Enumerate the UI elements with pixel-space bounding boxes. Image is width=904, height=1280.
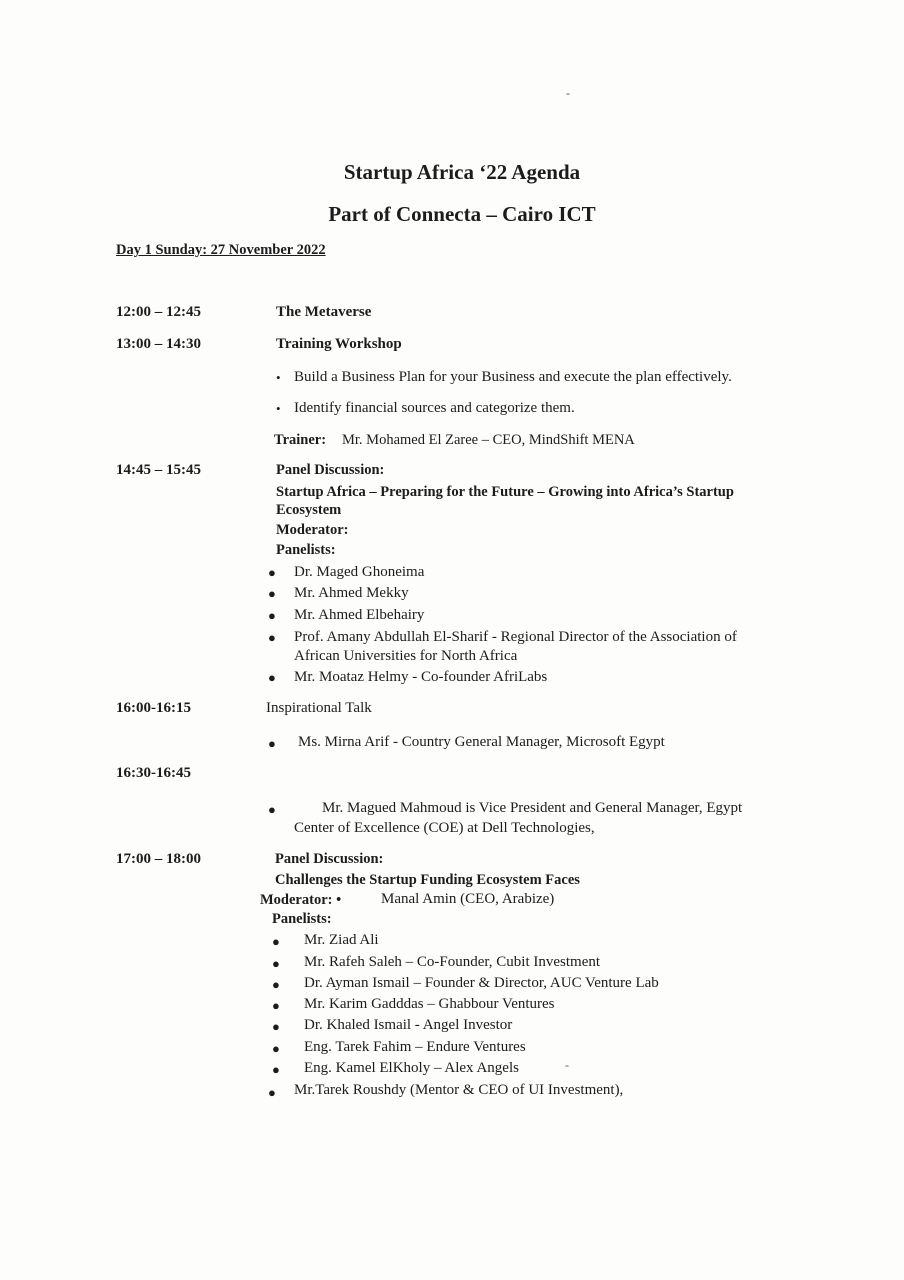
session-title-cont: Ecosystem xyxy=(276,502,342,518)
scan-speck: - xyxy=(565,1058,569,1072)
bullet-icon: ● xyxy=(268,1085,276,1100)
panelists-label: Panelists: xyxy=(272,911,332,927)
panelist-item: Mr. Moataz Helmy - Co-founder AfriLabs xyxy=(294,669,548,685)
list-item: Identify financial sources and categorize them. xyxy=(294,400,575,416)
bullet-icon: ● xyxy=(268,565,276,580)
panelist-item: Mr. Rafeh Saleh – Co-Founder, Cubit Investment xyxy=(304,954,601,970)
bullet-icon: ● xyxy=(272,977,280,992)
moderator-label: Moderator: xyxy=(276,522,349,538)
session-time: 14:45 – 15:45 xyxy=(116,462,201,478)
panelist-item: Mr.Tarek Roushdy (Mentor & CEO of UI Investment), xyxy=(294,1082,624,1098)
session-title: Startup Africa – Preparing for the Future – Growing into Africa’s Startup xyxy=(276,484,734,500)
panelist-item: Prof. Amany Abdullah El-Sharif - Regional Director of the Association of xyxy=(294,629,737,645)
bullet-icon: ● xyxy=(272,934,280,949)
session-title: Training Workshop xyxy=(276,336,402,352)
session-time: 12:00 – 12:45 xyxy=(116,304,201,320)
bullet-icon: ● xyxy=(268,630,276,645)
bullet-icon: ● xyxy=(272,1041,280,1056)
session-title: Challenges the Startup Funding Ecosystem Faces xyxy=(275,872,580,888)
bullet-icon: ● xyxy=(268,670,276,685)
session-time: 13:00 – 14:30 xyxy=(116,336,201,352)
bullet-icon: • xyxy=(276,401,281,416)
speaker-item: Ms. Mirna Arif - Country General Manager, Microsoft Egypt xyxy=(298,734,665,750)
speaker-item-cont: Center of Excellence (COE) at Dell Technologies, xyxy=(294,820,595,836)
agenda-subtitle: Part of Connecta – Cairo ICT xyxy=(328,202,596,226)
session-type: Panel Discussion: xyxy=(276,462,385,478)
bullet-icon: ● xyxy=(268,608,276,623)
bullet-icon: ● xyxy=(272,956,280,971)
moderator-label: Moderator: • xyxy=(260,892,342,908)
day-label: Day 1 Sunday: 27 November 2022 xyxy=(116,242,326,258)
list-item: Build a Business Plan for your Business and execute the plan effectively. xyxy=(294,369,732,385)
bullet-icon: ● xyxy=(268,802,276,817)
panelist-item: Eng. Tarek Fahim – Endure Ventures xyxy=(304,1039,526,1055)
bullet-icon: ● xyxy=(268,586,276,601)
scan-speck: - xyxy=(566,86,570,100)
panelist-item: Eng. Kamel ElKholy – Alex Angels xyxy=(304,1060,519,1076)
agenda-title: Startup Africa ‘22 Agenda xyxy=(343,160,581,184)
session-title: The Metaverse xyxy=(276,304,372,320)
bullet-icon: ● xyxy=(272,998,280,1013)
panelist-item: Mr. Ahmed Elbehairy xyxy=(294,607,425,623)
session-time: 17:00 – 18:00 xyxy=(116,851,201,867)
session-time: 16:30-16:45 xyxy=(116,765,191,781)
bullet-icon: ● xyxy=(272,1062,280,1077)
session-type: Panel Discussion: xyxy=(275,851,384,867)
bullet-icon: • xyxy=(276,370,281,385)
session-title: Inspirational Talk xyxy=(266,700,372,716)
panelist-item: Dr. Maged Ghoneima xyxy=(294,564,425,580)
bullet-icon: ● xyxy=(268,736,276,751)
panelist-item: Mr. Ziad Ali xyxy=(304,932,379,948)
panelists-label: Panelists: xyxy=(276,542,336,558)
trainer-label: Trainer: xyxy=(274,432,327,448)
trainer-name: Mr. Mohamed El Zaree – CEO, MindShift MENA xyxy=(342,432,635,448)
moderator-name: Manal Amin (CEO, Arabize) xyxy=(381,891,555,907)
bullet-icon: ● xyxy=(272,1019,280,1034)
panelist-item: Mr. Karim Gadddas – Ghabbour Ventures xyxy=(304,996,555,1012)
panelist-item: Dr. Ayman Ismail – Founder & Director, AUC Venture Lab xyxy=(304,975,659,991)
speaker-item: Mr. Magued Mahmoud is Vice President and General Manager, Egypt xyxy=(322,800,743,816)
panelist-item-cont: African Universities for North Africa xyxy=(294,648,518,664)
panelist-item: Dr. Khaled Ismail - Angel Investor xyxy=(304,1017,513,1033)
session-time: 16:00-16:15 xyxy=(116,700,191,716)
panelist-item: Mr. Ahmed Mekky xyxy=(294,585,409,601)
